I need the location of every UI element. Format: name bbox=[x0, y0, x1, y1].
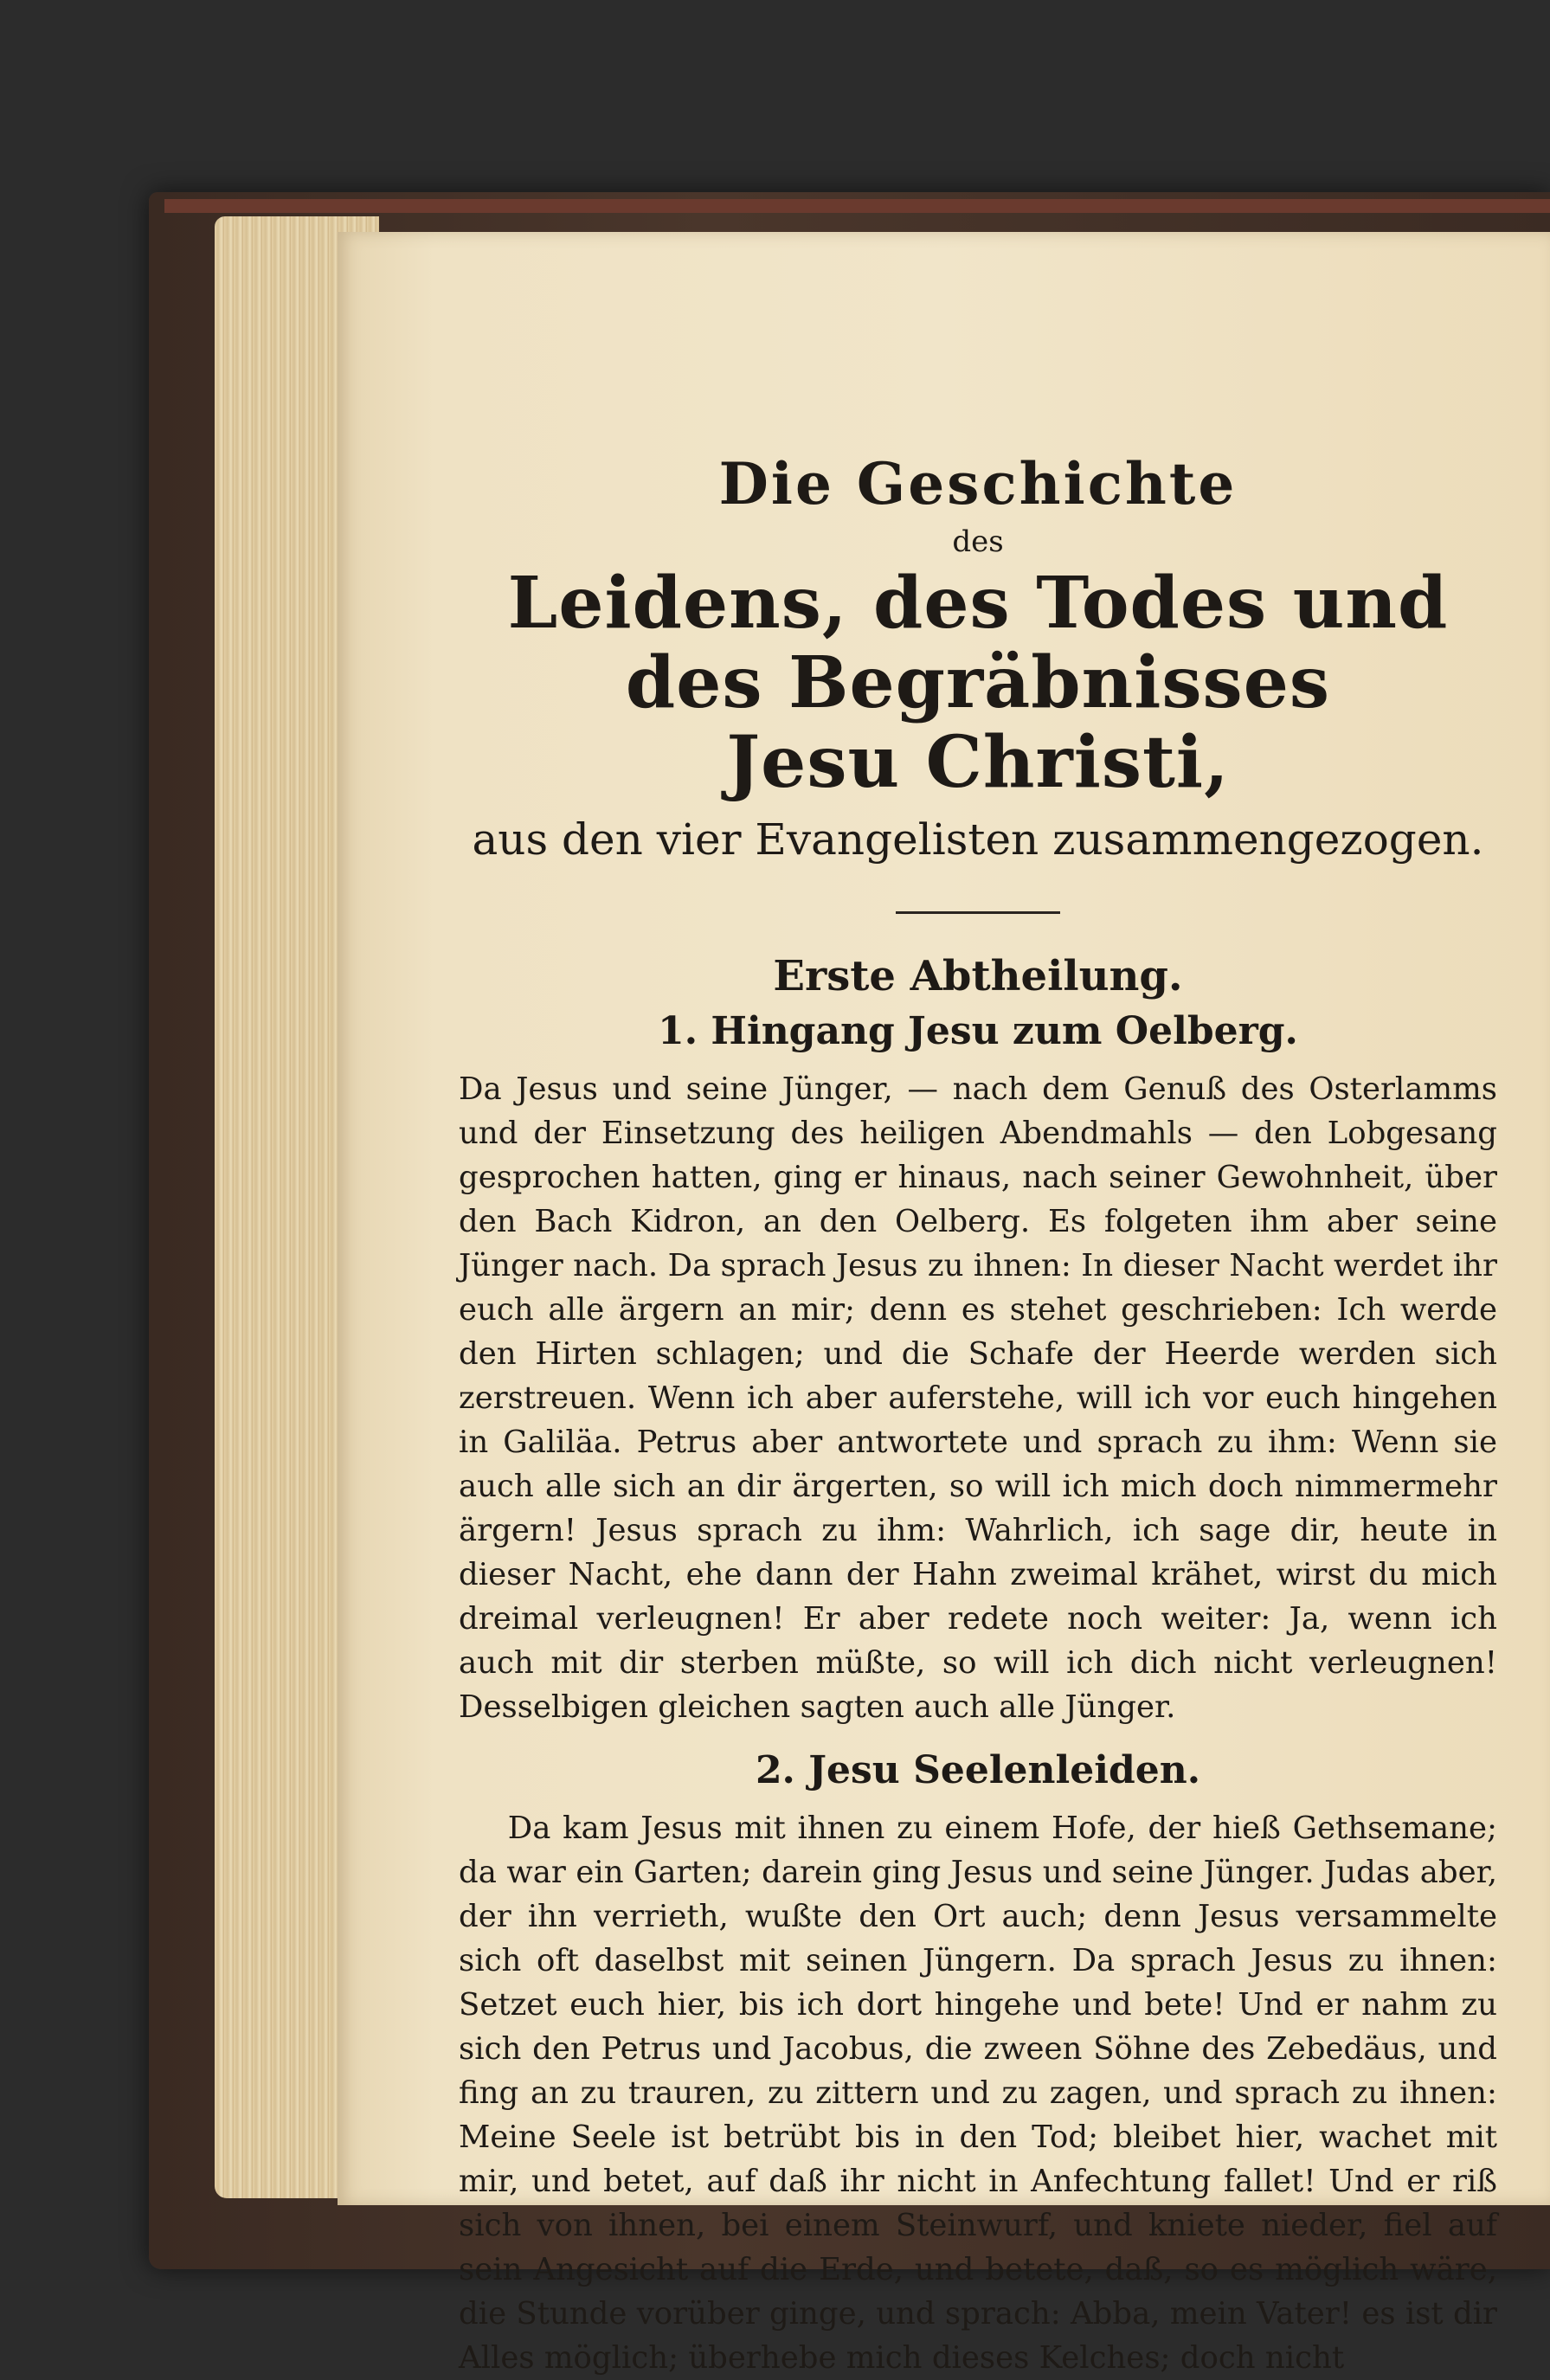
chapter-2-title: 2. Jesu Seelenleiden. bbox=[755, 1748, 1201, 1793]
show-through-header bbox=[441, 293, 453, 332]
title-line-2: des bbox=[952, 524, 1004, 559]
title-line-1: Die Geschichte bbox=[718, 450, 1238, 518]
subtitle: aus den vier Evangelisten zusammengezogen. bbox=[472, 814, 1484, 865]
chapter-1-text: Da Jesus und seine Jünger, — nach dem Genuß des Osterlamms und der Einsetzung des heiligen Abendmahls — den Lobgesang gesprochen hatten, ging er hinaus, nach seiner Gewohnheit, über den Bach Kidron, an den Oelberg. Es folgeten ihm aber seine Jünger nach. Da sprach Jesus zu ihnen: In dieser Nacht werdet ihr euch alle ärgern an mir; denn es stehet geschrieben: Ich werde den Hirten schlagen; und die Schafe der Heerde werden sich zerstreuen. Wenn ich aber auferstehe, will ich vor euch hingehen in Galiläa. Petrus aber antwortete und sprach zu ihm: Wenn sie auch alle sich an dir ärgerten, so will ich mich doch nimmermehr ärgern! Jesus sprach zu ihm: Wahrlich, ich sage dir, heute in dieser Nacht, ehe dann der Hahn zweimal krähet, wirst du mich dreimal verleugnen! Er aber redete noch weiter: Ja, wenn ich auch mit dir sterben müßte, so will ich dich nicht verleugnen! Desselbigen gleichen sagten auch alle Jünger. bbox=[459, 1071, 1497, 1726]
cover-edge bbox=[164, 199, 1550, 213]
title-line-4: Jesu Christi, bbox=[726, 720, 1230, 804]
title-line-3: Leidens, des Todes und des Begräbnisses bbox=[507, 562, 1449, 724]
page-content bbox=[459, 450, 1497, 2380]
chapter-1-title: 1. Hingang Jesu zum Oelberg. bbox=[658, 1009, 1298, 1054]
chapter-2-text: Da kam Jesus mit ihnen zu einem Hofe, der hieß Gethsemane; da war ein Garten; darein ging Jesus und seine Jünger. Judas aber, der ihn verrieth, wußte den Ort auch; denn Jesus versammelte sich oft daselbst mit seinen Jüngern. Da sprach Jesus zu ihnen: Setzet euch hier, bis ich dort hingehe und bete! Und er nahm zu sich den Petrus und Jacobus, die zween Söhne des Zebedäus, und fing an zu trauren, zu zittern und zu zagen, und sprach zu ihnen: Meine Seele ist betrübt bis in den Tod; bleibet hier, wachet mit mir, und betet, auf daß ihr nicht in Anfechtung fallet! Und er riß sich von ihnen, bei einem Steinwurf, und kniete nieder, fiel auf sein Angesicht auf die Erde, und betete, daß, so es möglich wäre, die Stunde vorüber ginge, und sprach: Abba, mein Vater! es ist dir Alles möglich; überhebe mich dieses Kelches; doch nicht bbox=[459, 1811, 1498, 2377]
section-title: Erste Abtheilung. bbox=[773, 952, 1183, 1001]
divider-rule bbox=[896, 911, 1060, 914]
